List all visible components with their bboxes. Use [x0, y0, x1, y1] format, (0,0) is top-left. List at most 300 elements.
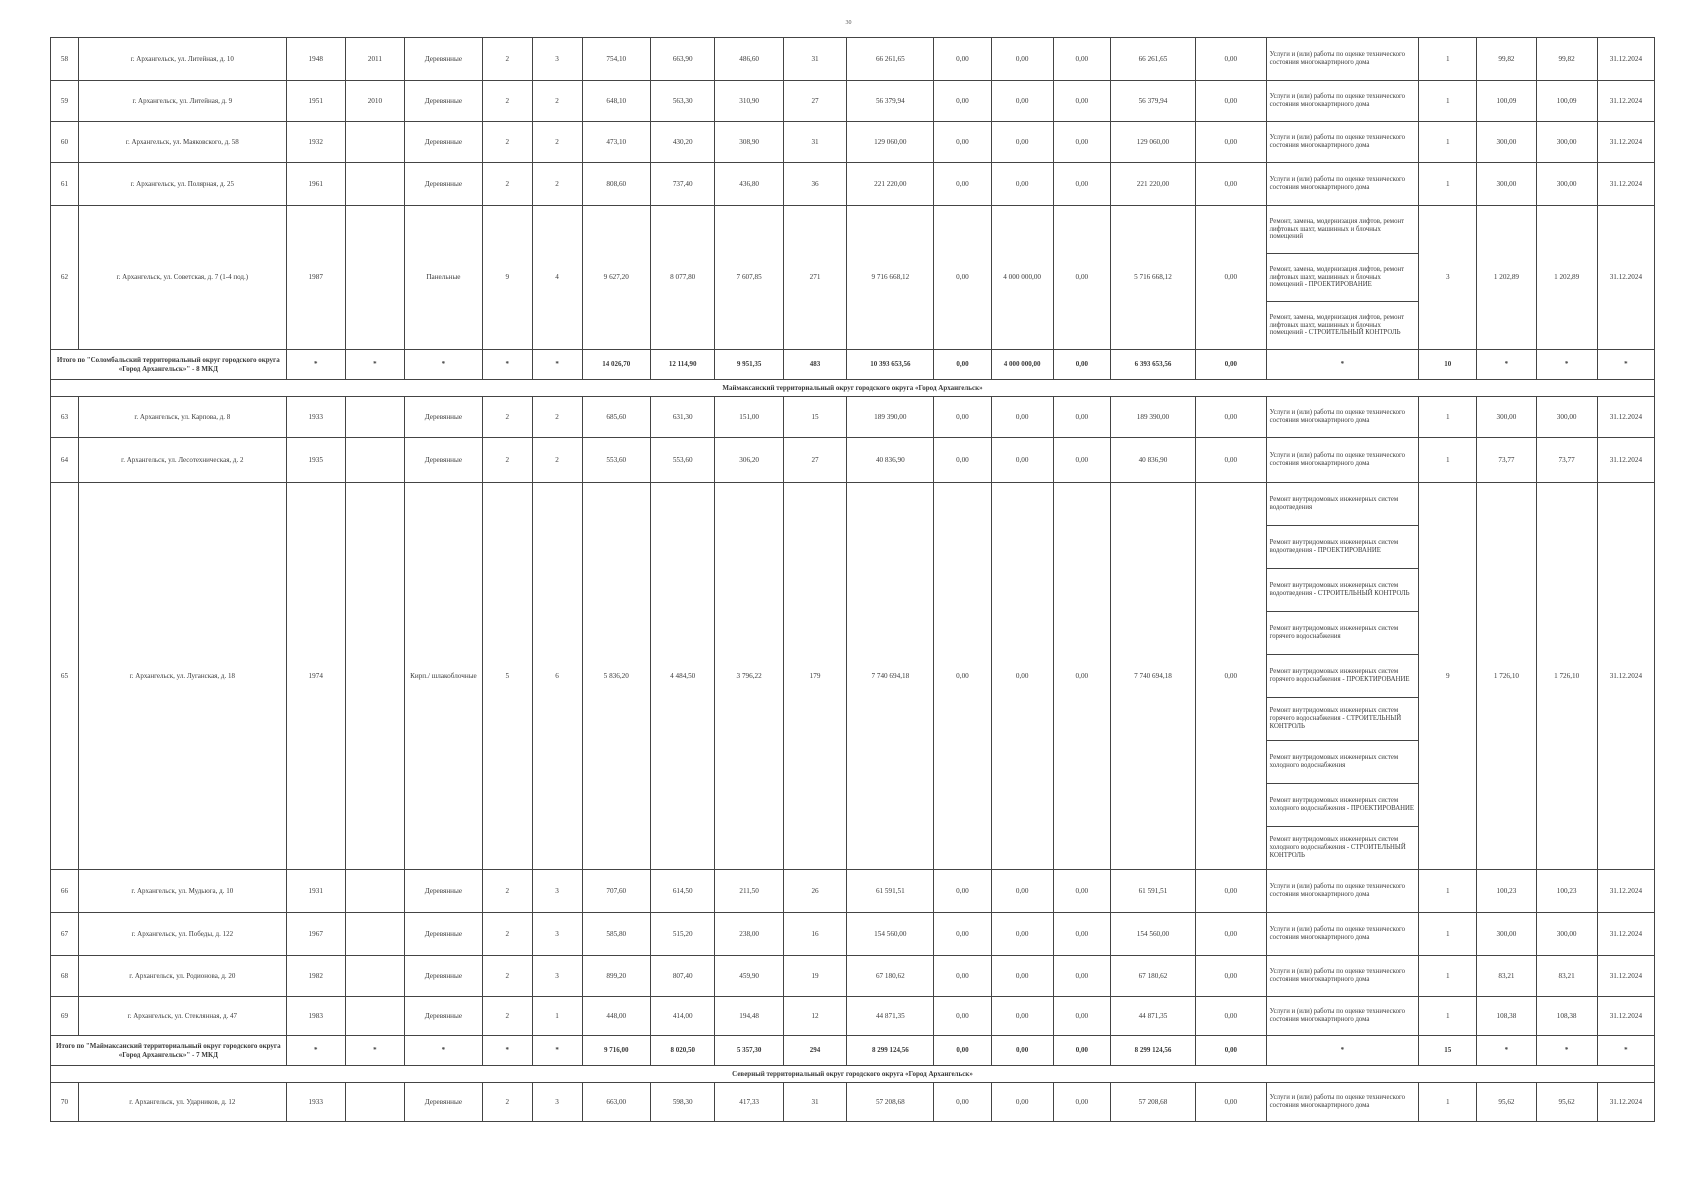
cell-area-living: 631,30 — [651, 397, 715, 438]
table-row — [51, 206, 1655, 350]
total-row — [51, 350, 1655, 380]
cell-c2: 0,00 — [991, 997, 1053, 1036]
cell-residents: 271 — [783, 206, 846, 350]
cell-max-cost: 300,00 — [1536, 163, 1597, 206]
cell-area-resid: 486,60 — [715, 38, 784, 81]
service-item: Услуги и (или) работы по оценке технического состояния многоквартирного дома — [1269, 452, 1406, 467]
cell-c5: 0,00 — [1196, 122, 1267, 163]
cell-cost-total: 221 220,00 — [847, 163, 934, 206]
cell-c3: 0,00 — [1053, 163, 1110, 206]
cell-year-built: 1982 — [286, 956, 345, 997]
cell-services — [1266, 206, 1419, 350]
cell-deadline: 31.12.2024 — [1597, 122, 1654, 163]
total-c2: 0,00 — [991, 1036, 1053, 1066]
service-item: Ремонт, замена, модернизация лифтов, ремонт лифтовых шахт, машинных и блочных помещений — [1267, 206, 1419, 254]
cell-c5: 0,00 — [1196, 38, 1267, 81]
cell-area-resid: 7 607,85 — [715, 206, 784, 350]
cell-services — [1266, 1083, 1419, 1122]
cell-c5: 0,00 — [1196, 81, 1267, 122]
cell-c1: 0,00 — [934, 438, 991, 483]
service-item: Услуги и (или) работы по оценке технического состояния многоквартирного дома — [1269, 1008, 1406, 1023]
table-row — [51, 122, 1655, 163]
total-area-total: 14 026,70 — [582, 350, 651, 380]
services-list — [1267, 870, 1419, 912]
section-header-row — [51, 1066, 1655, 1083]
cell-deadline: 31.12.2024 — [1597, 81, 1654, 122]
cell-max-cost: 73,77 — [1536, 438, 1597, 483]
cell-area-living: 515,20 — [651, 913, 715, 956]
cell-count: 1 — [1419, 163, 1477, 206]
cell-deadline: 31.12.2024 — [1597, 870, 1654, 913]
cell-n: 59 — [51, 81, 79, 122]
cell-c3: 0,00 — [1053, 483, 1110, 870]
cell-year-repair — [345, 163, 404, 206]
cell-address: г. Архангельск, ул. Родионова, д. 20 — [79, 956, 287, 997]
cell-floors: 2 — [482, 38, 532, 81]
cell-c4: 221 220,00 — [1110, 163, 1195, 206]
cell-c4: 66 261,65 — [1110, 38, 1195, 81]
cell-residents: 15 — [783, 397, 846, 438]
cell-c1: 0,00 — [934, 997, 991, 1036]
total-cost-total: 10 393 653,56 — [847, 350, 934, 380]
cell-year-repair — [345, 122, 404, 163]
cell-area-living: 430,20 — [651, 122, 715, 163]
cell-count: 1 — [1419, 438, 1477, 483]
cell-year-built: 1974 — [286, 483, 345, 870]
cell-count: 1 — [1419, 997, 1477, 1036]
table-row — [51, 997, 1655, 1036]
total-label: Итого по "Соломбальский территориальный округ городского округа «Город Архангельск»" - 8 МКД — [51, 350, 287, 380]
star-cell: * — [532, 1036, 582, 1066]
total-area-living: 12 114,90 — [651, 350, 715, 380]
cell-cost-total: 56 379,94 — [847, 81, 934, 122]
star-cell: * — [1597, 350, 1654, 380]
cell-c2: 0,00 — [991, 38, 1053, 81]
cell-area-resid: 151,00 — [715, 397, 784, 438]
cell-deadline: 31.12.2024 — [1597, 1083, 1654, 1122]
cell-unit-cost: 73,77 — [1477, 438, 1536, 483]
cell-year-built: 1983 — [286, 997, 345, 1036]
cell-c4: 189 390,00 — [1110, 397, 1195, 438]
cell-floors: 2 — [482, 397, 532, 438]
total-row — [51, 1036, 1655, 1066]
cell-services — [1266, 397, 1419, 438]
star-cell: * — [482, 350, 532, 380]
cell-n: 69 — [51, 997, 79, 1036]
cell-wall: Деревянные — [404, 38, 482, 81]
cell-c5: 0,00 — [1196, 913, 1267, 956]
cell-count: 1 — [1419, 397, 1477, 438]
cell-c2: 0,00 — [991, 956, 1053, 997]
cell-wall: Деревянные — [404, 1083, 482, 1122]
cell-year-built: 1987 — [286, 206, 345, 350]
cell-c3: 0,00 — [1053, 438, 1110, 483]
star-cell: * — [1536, 350, 1597, 380]
total-label: Итого по "Маймаксанский территориальный округ городского округа «Город Архангельск»" - 7 МКД — [51, 1036, 287, 1066]
cell-year-repair — [345, 483, 404, 870]
services-list — [1267, 81, 1419, 121]
cell-services — [1266, 38, 1419, 81]
cell-services — [1266, 997, 1419, 1036]
cell-cost-total: 57 208,68 — [847, 1083, 934, 1122]
cell-max-cost: 100,09 — [1536, 81, 1597, 122]
table-row — [51, 956, 1655, 997]
star-cell: * — [532, 350, 582, 380]
cell-c2: 0,00 — [991, 913, 1053, 956]
cell-address: г. Архангельск, ул. Мудьюга, д. 10 — [79, 870, 287, 913]
cell-address: г. Архангельск, ул. Маяковского, д. 58 — [79, 122, 287, 163]
cell-area-resid: 308,90 — [715, 122, 784, 163]
cell-year-built: 1967 — [286, 913, 345, 956]
section-title: Северный территориальный округ городского округа «Город Архангельск» — [51, 1066, 1655, 1083]
total-c2: 4 000 000,00 — [991, 350, 1053, 380]
cell-residents: 179 — [783, 483, 846, 870]
cell-floors: 2 — [482, 163, 532, 206]
cell-floors: 2 — [482, 438, 532, 483]
cell-entrances: 6 — [532, 483, 582, 870]
cell-year-built: 1948 — [286, 38, 345, 81]
cell-area-total: 448,00 — [582, 997, 651, 1036]
star-cell: * — [286, 350, 345, 380]
cell-c4: 129 060,00 — [1110, 122, 1195, 163]
service-item: Услуги и (или) работы по оценке технического состояния многоквартирного дома — [1269, 134, 1406, 149]
cell-c1: 0,00 — [934, 913, 991, 956]
table-row — [51, 438, 1655, 483]
star-cell: * — [345, 350, 404, 380]
cell-n: 67 — [51, 913, 79, 956]
table-row — [51, 870, 1655, 913]
total-c5: 0,00 — [1196, 1036, 1267, 1066]
cell-address: г. Архангельск, ул. Литейная, д. 9 — [79, 81, 287, 122]
cell-cost-total: 154 560,00 — [847, 913, 934, 956]
cell-count: 1 — [1419, 122, 1477, 163]
cell-c3: 0,00 — [1053, 997, 1110, 1036]
cell-area-total: 473,10 — [582, 122, 651, 163]
cell-c4: 154 560,00 — [1110, 913, 1195, 956]
star-cell: * — [345, 1036, 404, 1066]
cell-cost-total: 44 871,35 — [847, 997, 934, 1036]
cell-c3: 0,00 — [1053, 38, 1110, 81]
cell-c4: 40 836,90 — [1110, 438, 1195, 483]
table-row — [51, 1083, 1655, 1122]
services-list — [1267, 38, 1419, 80]
cell-entrances: 2 — [532, 122, 582, 163]
cell-unit-cost: 1 202,89 — [1477, 206, 1536, 350]
cell-entrances: 1 — [532, 997, 582, 1036]
cell-deadline: 31.12.2024 — [1597, 397, 1654, 438]
cell-residents: 31 — [783, 1083, 846, 1122]
total-count: 15 — [1419, 1036, 1477, 1066]
cell-c3: 0,00 — [1053, 397, 1110, 438]
cell-c1: 0,00 — [934, 206, 991, 350]
cell-c5: 0,00 — [1196, 956, 1267, 997]
service-item: Ремонт, замена, модернизация лифтов, ремонт лифтовых шахт, машинных и блочных помещений - СТРОИТЕЛЬНЫЙ КОНТРОЛЬ — [1269, 313, 1405, 337]
cell-c4: 61 591,51 — [1110, 870, 1195, 913]
cell-year-built: 1931 — [286, 870, 345, 913]
cell-entrances: 2 — [532, 163, 582, 206]
cell-c4: 57 208,68 — [1110, 1083, 1195, 1122]
cell-cost-total: 67 180,62 — [847, 956, 934, 997]
cell-n: 62 — [51, 206, 79, 350]
total-area-resid: 5 357,30 — [715, 1036, 784, 1066]
cell-c5: 0,00 — [1196, 997, 1267, 1036]
cell-area-living: 414,00 — [651, 997, 715, 1036]
cell-services — [1266, 870, 1419, 913]
cell-area-living: 614,50 — [651, 870, 715, 913]
cell-residents: 31 — [783, 38, 846, 81]
cell-unit-cost: 108,38 — [1477, 997, 1536, 1036]
cell-area-living: 553,60 — [651, 438, 715, 483]
cell-unit-cost: 300,00 — [1477, 163, 1536, 206]
cell-residents: 19 — [783, 956, 846, 997]
services-list — [1267, 438, 1419, 482]
cell-area-living: 598,30 — [651, 1083, 715, 1122]
cell-floors: 2 — [482, 997, 532, 1036]
page-number: 30 — [845, 20, 852, 26]
service-item: Ремонт, замена, модернизация лифтов, ремонт лифтовых шахт, машинных и блочных помещений - ПРОЕКТИРОВАНИЕ — [1267, 254, 1419, 302]
cell-c1: 0,00 — [934, 397, 991, 438]
cell-c2: 0,00 — [991, 81, 1053, 122]
cell-c2: 0,00 — [991, 438, 1053, 483]
cell-n: 64 — [51, 438, 79, 483]
section-title: Маймаксанский территориальный округ городского округа «Город Архангельск» — [51, 380, 1655, 397]
cell-count: 1 — [1419, 956, 1477, 997]
cell-max-cost: 300,00 — [1536, 122, 1597, 163]
cell-floors: 5 — [482, 483, 532, 870]
cell-wall: Деревянные — [404, 870, 482, 913]
cell-address: г. Архангельск, ул. Победы, д. 122 — [79, 913, 287, 956]
cell-entrances: 3 — [532, 1083, 582, 1122]
cell-count: 1 — [1419, 1083, 1477, 1122]
section-header-row — [51, 380, 1655, 397]
services-list — [1267, 163, 1419, 205]
cell-deadline: 31.12.2024 — [1597, 438, 1654, 483]
cell-residents: 27 — [783, 81, 846, 122]
cell-area-living: 8 077,80 — [651, 206, 715, 350]
cell-floors: 2 — [482, 1083, 532, 1122]
cell-wall: Деревянные — [404, 122, 482, 163]
cell-max-cost: 300,00 — [1536, 913, 1597, 956]
cell-services — [1266, 956, 1419, 997]
cell-c1: 0,00 — [934, 163, 991, 206]
cell-year-repair: 2010 — [345, 81, 404, 122]
cell-entrances: 3 — [532, 38, 582, 81]
total-c5: 0,00 — [1196, 350, 1267, 380]
cell-year-built: 1951 — [286, 81, 345, 122]
cell-area-total: 553,60 — [582, 438, 651, 483]
cell-wall: Деревянные — [404, 956, 482, 997]
total-c3: 0,00 — [1053, 1036, 1110, 1066]
cell-area-resid: 194,48 — [715, 997, 784, 1036]
cell-count: 1 — [1419, 913, 1477, 956]
cell-area-total: 648,10 — [582, 81, 651, 122]
service-item: Ремонт внутридомовых инженерных систем холодного водоснабжения - ПРОЕКТИРОВАНИЕ — [1267, 784, 1419, 827]
service-item: Услуги и (или) работы по оценке технического состояния многоквартирного дома — [1269, 93, 1406, 108]
cell-cost-total: 9 716 668,12 — [847, 206, 934, 350]
cell-max-cost: 1 202,89 — [1536, 206, 1597, 350]
cell-floors: 9 — [482, 206, 532, 350]
cell-c1: 0,00 — [934, 38, 991, 81]
cell-entrances: 4 — [532, 206, 582, 350]
cell-area-total: 707,60 — [582, 870, 651, 913]
cell-services — [1266, 483, 1419, 870]
cell-c2: 0,00 — [991, 163, 1053, 206]
cell-year-repair — [345, 956, 404, 997]
cell-n: 63 — [51, 397, 79, 438]
service-item: Услуги и (или) работы по оценке технического состояния многоквартирного дома — [1269, 1094, 1406, 1109]
service-item: Ремонт внутридомовых инженерных систем холодного водоснабжения — [1267, 741, 1419, 784]
cell-year-repair — [345, 870, 404, 913]
total-c1: 0,00 — [934, 350, 991, 380]
cell-entrances: 2 — [532, 81, 582, 122]
cell-wall: Деревянные — [404, 81, 482, 122]
cell-c4: 56 379,94 — [1110, 81, 1195, 122]
cell-unit-cost: 300,00 — [1477, 913, 1536, 956]
total-count: 10 — [1419, 350, 1477, 380]
cell-area-living: 807,40 — [651, 956, 715, 997]
cell-cost-total: 61 591,51 — [847, 870, 934, 913]
services-list — [1267, 1083, 1419, 1121]
cell-c3: 0,00 — [1053, 956, 1110, 997]
star-cell: * — [482, 1036, 532, 1066]
cell-c4: 7 740 694,18 — [1110, 483, 1195, 870]
service-item: Услуги и (или) работы по оценке технического состояния многоквартирного дома — [1269, 409, 1406, 424]
cell-wall: Деревянные — [404, 163, 482, 206]
cell-year-built: 1932 — [286, 122, 345, 163]
cell-area-total: 663,00 — [582, 1083, 651, 1122]
cell-unit-cost: 300,00 — [1477, 397, 1536, 438]
cell-address: г. Архангельск, ул. Полярная, д. 25 — [79, 163, 287, 206]
cell-c5: 0,00 — [1196, 397, 1267, 438]
cell-max-cost: 100,23 — [1536, 870, 1597, 913]
star-cell: * — [1536, 1036, 1597, 1066]
cell-deadline: 31.12.2024 — [1597, 206, 1654, 350]
cell-n: 68 — [51, 956, 79, 997]
cell-address: г. Архангельск, ул. Литейная, д. 10 — [79, 38, 287, 81]
cell-c3: 0,00 — [1053, 206, 1110, 350]
cell-c1: 0,00 — [934, 1083, 991, 1122]
cell-unit-cost: 99,82 — [1477, 38, 1536, 81]
services-list — [1267, 122, 1419, 162]
service-item: Ремонт внутридомовых инженерных систем водоотведения - ПРОЕКТИРОВАНИЕ — [1267, 526, 1419, 569]
cell-services — [1266, 438, 1419, 483]
star-cell: * — [1266, 350, 1419, 380]
cell-residents: 26 — [783, 870, 846, 913]
cell-c4: 5 716 668,12 — [1110, 206, 1195, 350]
cell-year-repair — [345, 438, 404, 483]
cell-c1: 0,00 — [934, 870, 991, 913]
cell-n: 66 — [51, 870, 79, 913]
total-residents: 294 — [783, 1036, 846, 1066]
cell-n: 65 — [51, 483, 79, 870]
cell-floors: 2 — [482, 81, 532, 122]
cell-wall: Деревянные — [404, 913, 482, 956]
cell-deadline: 31.12.2024 — [1597, 956, 1654, 997]
cell-entrances: 2 — [532, 438, 582, 483]
cell-residents: 31 — [783, 122, 846, 163]
cell-c3: 0,00 — [1053, 81, 1110, 122]
cell-count: 1 — [1419, 38, 1477, 81]
services-list — [1267, 997, 1419, 1035]
cell-wall: Деревянные — [404, 997, 482, 1036]
cell-n: 58 — [51, 38, 79, 81]
cell-c2: 0,00 — [991, 483, 1053, 870]
cell-c5: 0,00 — [1196, 870, 1267, 913]
cell-area-total: 9 627,20 — [582, 206, 651, 350]
cell-c5: 0,00 — [1196, 483, 1267, 870]
cell-unit-cost: 100,23 — [1477, 870, 1536, 913]
cell-residents: 27 — [783, 438, 846, 483]
cell-area-resid: 306,20 — [715, 438, 784, 483]
cell-unit-cost: 1 726,10 — [1477, 483, 1536, 870]
cell-cost-total: 66 261,65 — [847, 38, 934, 81]
cell-area-resid: 238,00 — [715, 913, 784, 956]
cell-residents: 36 — [783, 163, 846, 206]
total-area-resid: 9 951,35 — [715, 350, 784, 380]
total-residents: 483 — [783, 350, 846, 380]
cell-c5: 0,00 — [1196, 163, 1267, 206]
services-list — [1267, 206, 1419, 349]
cell-unit-cost: 300,00 — [1477, 122, 1536, 163]
service-item: Ремонт внутридомовых инженерных систем холодного водоснабжения - СТРОИТЕЛЬНЫЙ КОНТРОЛЬ — [1269, 836, 1406, 859]
total-c1: 0,00 — [934, 1036, 991, 1066]
cell-c3: 0,00 — [1053, 122, 1110, 163]
cell-max-cost: 1 726,10 — [1536, 483, 1597, 870]
cell-c2: 4 000 000,00 — [991, 206, 1053, 350]
total-area-total: 9 716,00 — [582, 1036, 651, 1066]
cell-year-repair — [345, 206, 404, 350]
cell-services — [1266, 913, 1419, 956]
cell-max-cost: 99,82 — [1536, 38, 1597, 81]
total-c4: 8 299 124,56 — [1110, 1036, 1195, 1066]
cell-entrances: 2 — [532, 397, 582, 438]
service-item: Ремонт внутридомовых инженерных систем горячего водоснабжения - СТРОИТЕЛЬНЫЙ КОНТРОЛЬ — [1267, 698, 1419, 741]
cell-year-repair: 2011 — [345, 38, 404, 81]
cell-c5: 0,00 — [1196, 206, 1267, 350]
cell-area-living: 4 484,50 — [651, 483, 715, 870]
cell-c2: 0,00 — [991, 397, 1053, 438]
cell-c1: 0,00 — [934, 122, 991, 163]
table-row — [51, 913, 1655, 956]
cell-cost-total: 129 060,00 — [847, 122, 934, 163]
service-item: Услуги и (или) работы по оценке технического состояния многоквартирного дома — [1269, 176, 1406, 191]
services-list — [1267, 483, 1419, 869]
cell-area-resid: 310,90 — [715, 81, 784, 122]
cell-c2: 0,00 — [991, 870, 1053, 913]
cell-n: 60 — [51, 122, 79, 163]
star-cell: * — [404, 1036, 482, 1066]
cell-deadline: 31.12.2024 — [1597, 163, 1654, 206]
cell-address: г. Архангельск, ул. Ударников, д. 12 — [79, 1083, 287, 1122]
cell-area-resid: 417,33 — [715, 1083, 784, 1122]
cell-address: г. Архангельск, ул. Луганская, д. 18 — [79, 483, 287, 870]
cell-c5: 0,00 — [1196, 438, 1267, 483]
cell-area-total: 899,20 — [582, 956, 651, 997]
cell-area-living: 737,40 — [651, 163, 715, 206]
cell-services — [1266, 81, 1419, 122]
cell-n: 70 — [51, 1083, 79, 1122]
cell-year-repair — [345, 1083, 404, 1122]
cell-unit-cost: 100,09 — [1477, 81, 1536, 122]
cell-floors: 2 — [482, 122, 532, 163]
cell-deadline: 31.12.2024 — [1597, 913, 1654, 956]
cell-max-cost: 95,62 — [1536, 1083, 1597, 1122]
cell-address: г. Архангельск, ул. Стеклянная, д. 47 — [79, 997, 287, 1036]
cell-area-resid: 436,80 — [715, 163, 784, 206]
cell-wall: Деревянные — [404, 438, 482, 483]
cell-year-built: 1933 — [286, 1083, 345, 1122]
cell-c1: 0,00 — [934, 483, 991, 870]
